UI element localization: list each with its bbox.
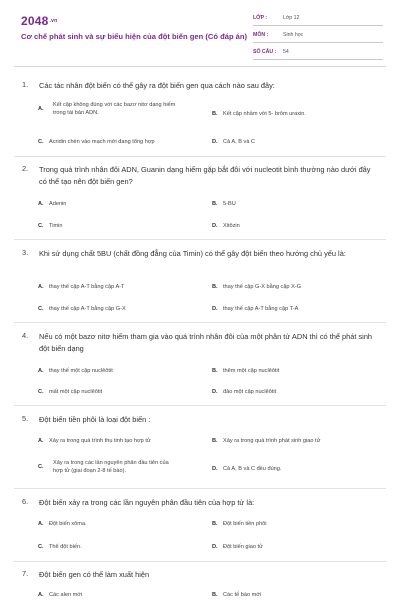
option-letter: A. bbox=[38, 368, 44, 374]
meta-value: 54 bbox=[283, 49, 289, 55]
option-text: Xảy ra trong quá trình phát sinh giao tử bbox=[223, 438, 321, 444]
option-text: thêm một cặp nuclêôtit bbox=[223, 368, 280, 374]
option-text: Cả A, B và C bbox=[223, 139, 256, 145]
site-logo[interactable] bbox=[21, 14, 57, 28]
option-letter: C. bbox=[38, 139, 44, 145]
question-number: 6. bbox=[22, 497, 29, 506]
question-text: Các tác nhân đột biến có thể gây ra đột biến gen qua cách nào sau đây: bbox=[39, 81, 275, 90]
option-letter: A. bbox=[38, 438, 44, 444]
logo-text: 2048 bbox=[21, 14, 49, 28]
option-letter: C. bbox=[38, 223, 44, 229]
option-text: Acridin chèn vào mạch mới đang tổng hợp bbox=[49, 139, 155, 145]
option-letter: C. bbox=[38, 544, 44, 550]
question-number: 4. bbox=[22, 331, 29, 340]
question-text: Nếu có một bazơ nitơ hiếm tham gia vào quá trình nhân đôi của một phân tử ADN thì có thể phát sinh đột biến dạng bbox=[39, 332, 373, 353]
option-text: đảo một cặp nuclêôtit bbox=[223, 389, 277, 395]
option-letter: D. bbox=[212, 223, 218, 229]
meta-row-count bbox=[253, 46, 383, 60]
question-number: 7. bbox=[22, 569, 29, 578]
option-text: Các alen mới bbox=[49, 592, 83, 598]
question-divider bbox=[14, 156, 386, 157]
option-text: Adenin bbox=[49, 201, 67, 207]
option-letter: A. bbox=[38, 284, 44, 290]
option-text: Đột biến giao tử bbox=[223, 544, 263, 550]
option-letter: B. bbox=[212, 521, 218, 527]
question-divider bbox=[14, 488, 386, 489]
header-divider bbox=[14, 66, 386, 67]
option-text: Timin bbox=[49, 223, 63, 229]
option-text: Thể đột biến. bbox=[49, 544, 82, 550]
option-letter: D. bbox=[212, 544, 218, 550]
meta-row-subject bbox=[253, 29, 383, 43]
question-text: Đột biến xảy ra trong các lần nguyên phân đầu tiên của hợp tử là: bbox=[39, 498, 255, 507]
option-text: Xảy ra trong quá trình thụ tinh tạo hợp tử bbox=[49, 438, 151, 444]
logo-suffix: .vn bbox=[49, 18, 58, 24]
option-letter: B. bbox=[212, 368, 218, 374]
option-letter: B. bbox=[212, 592, 218, 598]
meta-label: MÔN : bbox=[253, 32, 269, 38]
option-letter: D. bbox=[212, 389, 218, 395]
question-text: Đột biến gen có thể làm xuất hiện bbox=[39, 570, 150, 579]
page-header bbox=[0, 0, 400, 64]
meta-panel bbox=[253, 12, 383, 63]
option-letter: D. bbox=[212, 306, 218, 312]
option-letter: A. bbox=[38, 201, 44, 207]
option-text: 5-BU bbox=[223, 201, 236, 207]
question-number: 2. bbox=[22, 164, 29, 173]
question-divider bbox=[14, 561, 386, 562]
option-text: Xảy ra trong các lần nguyên phân đầu tiên của hợp tử (giai đoạn 2-8 tế bào). bbox=[53, 460, 169, 474]
question-divider bbox=[14, 405, 386, 406]
page-title: Cơ chế phát sinh và sự biểu hiện của đột biến gen (Có đáp án) bbox=[21, 32, 248, 41]
option-letter: B. bbox=[212, 111, 218, 117]
meta-value: Sinh học bbox=[283, 32, 304, 38]
meta-row-class bbox=[253, 12, 383, 26]
option-letter: C. bbox=[38, 464, 44, 470]
option-letter: A. bbox=[38, 106, 44, 112]
question-number: 1. bbox=[22, 80, 29, 89]
option-text: Đột biến xôma. bbox=[49, 521, 87, 527]
option-text: thay thế cặp G-X bằng cặp X-G bbox=[223, 284, 302, 290]
option-text: Đột biến tiền phôi bbox=[223, 521, 267, 527]
option-letter: A. bbox=[38, 592, 44, 598]
option-letter: A. bbox=[38, 521, 44, 527]
option-letter: C. bbox=[38, 306, 44, 312]
meta-label: LỚP : bbox=[253, 15, 268, 21]
question-number: 3. bbox=[22, 248, 29, 257]
option-letter: D. bbox=[212, 466, 218, 472]
option-text: thay thế cặp A-T bằng cặp A-T bbox=[49, 284, 125, 290]
question-number: 5. bbox=[22, 414, 29, 423]
option-text: Cả A, B và C đều đúng. bbox=[223, 466, 282, 472]
option-text: thay thế cặp A-T bằng cặp G-X bbox=[49, 306, 126, 312]
option-letter: B. bbox=[212, 201, 218, 207]
option-text: thay thế một cặp nuclêôtit bbox=[49, 368, 113, 374]
option-text: Kết cặp nhầm với 5- brôm uraxin. bbox=[223, 111, 306, 117]
question-divider bbox=[14, 239, 386, 240]
option-text: Xitôzin bbox=[223, 223, 240, 229]
option-letter: D. bbox=[212, 139, 218, 145]
meta-value: Lớp 12 bbox=[283, 15, 300, 21]
option-letter: B. bbox=[212, 438, 218, 444]
option-text: mất một cặp nuclêôtit bbox=[49, 389, 103, 395]
option-text: Kết cặp không đúng với các bazơ nitơ dạng hiếm trong tái bản ADN. bbox=[53, 102, 176, 116]
option-letter: B. bbox=[212, 284, 218, 290]
meta-label: SỐ CÂU : bbox=[253, 49, 277, 55]
question-text: Khi sử dụng chất 5BU (chất đồng đẳng của Timin) có thể gây đột biến theo hướng chủ yếu là: bbox=[39, 249, 346, 258]
option-letter: C. bbox=[38, 389, 44, 395]
question-divider bbox=[14, 322, 386, 323]
question-text: Đột biến tiền phôi là loại đột biến : bbox=[39, 415, 151, 424]
option-text: thay thế cặp A-T bằng cặp T-A bbox=[223, 306, 299, 312]
option-text: Các tế bào mới bbox=[223, 592, 262, 598]
question-text: Trong quá trình nhân đôi ADN, Guanin dạng hiếm gặp bắt đôi với nucleotit bình thường nào dưới đây có thể tạo nên đột biến gen? bbox=[39, 165, 371, 186]
